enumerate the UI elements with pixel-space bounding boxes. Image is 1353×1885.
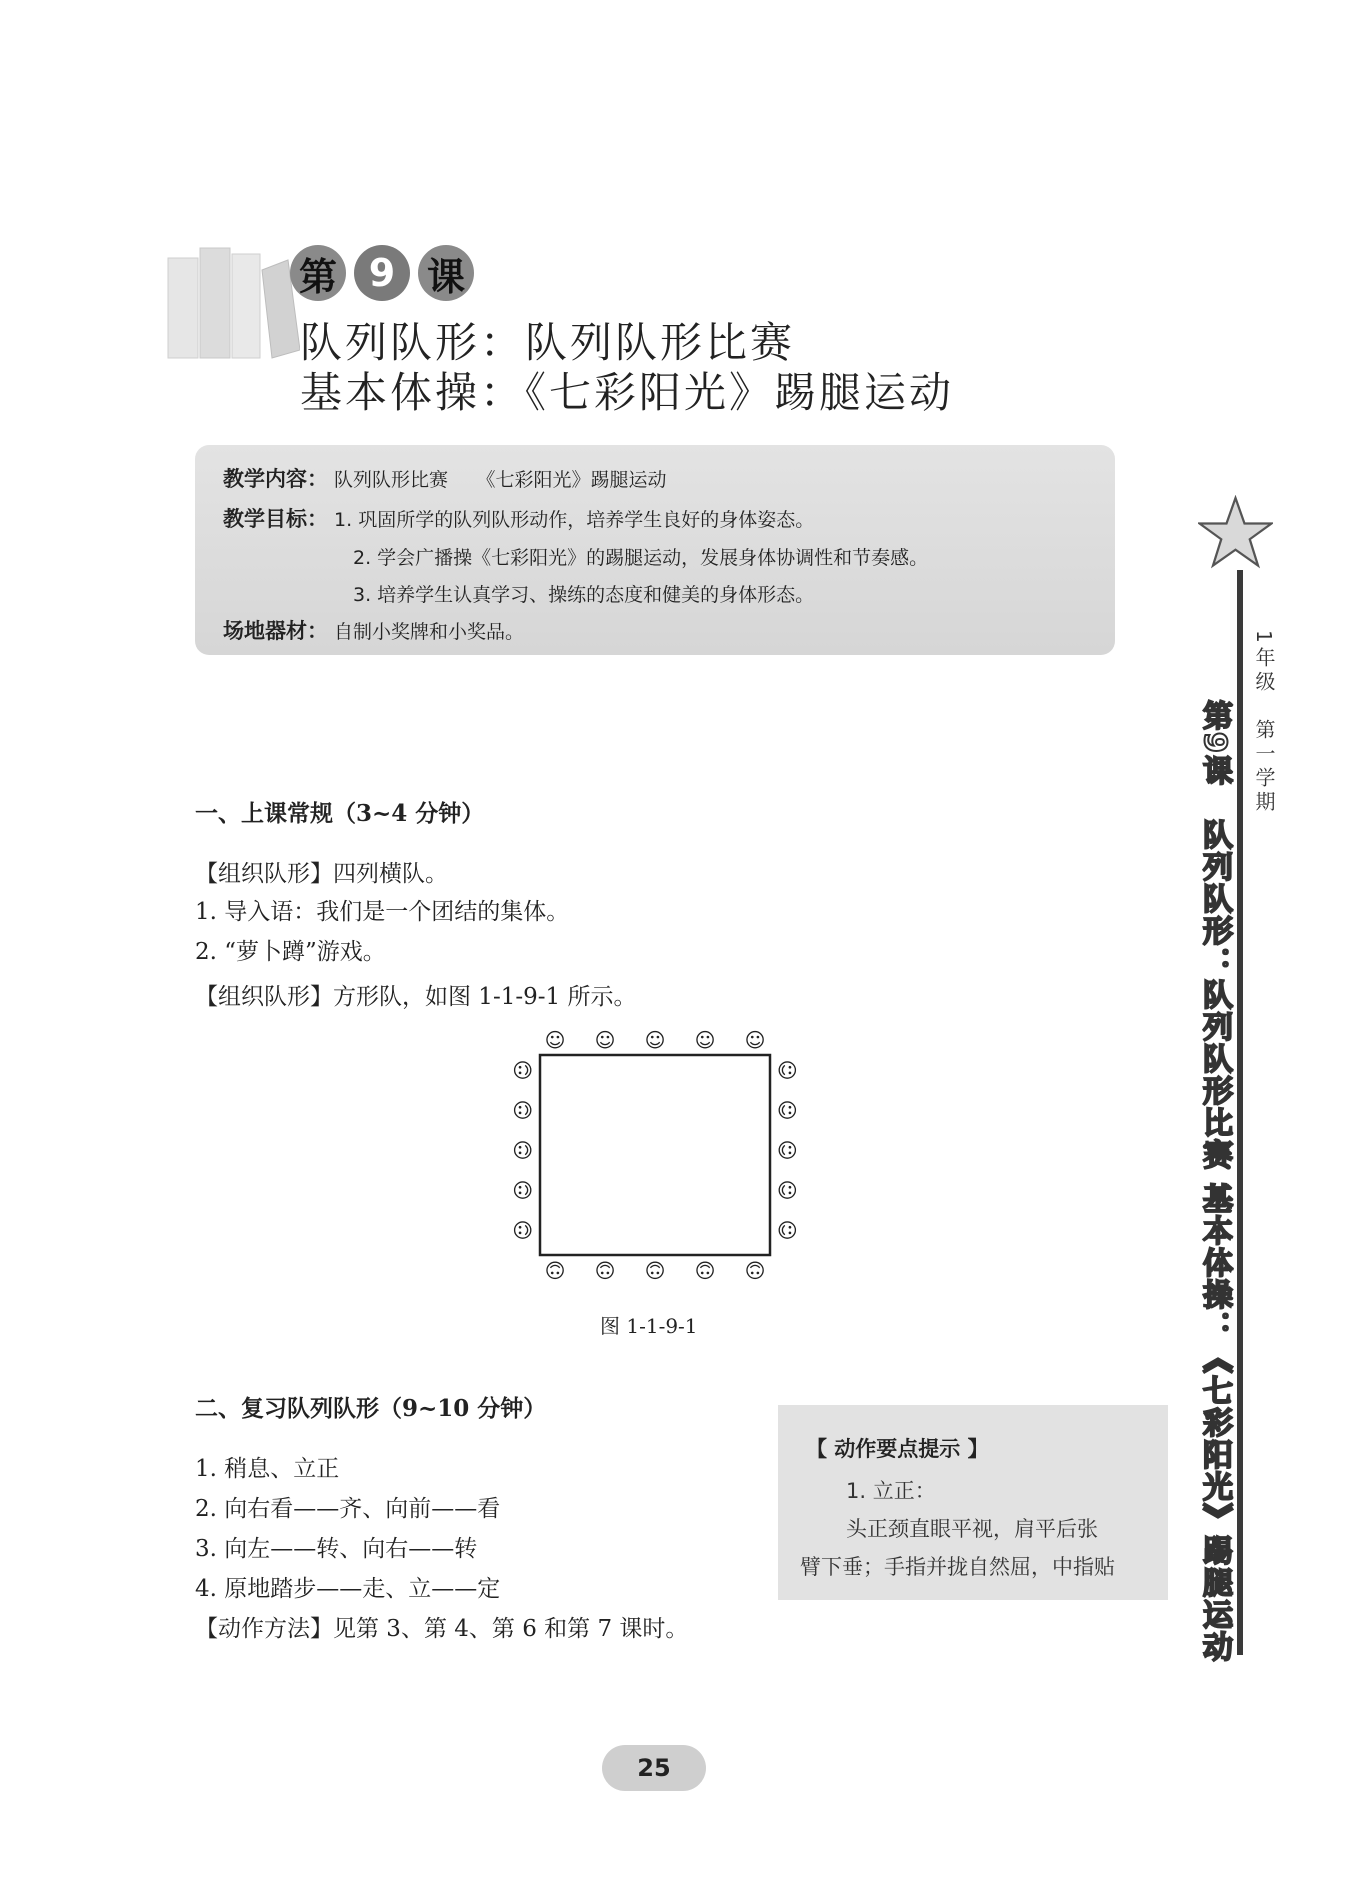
equipment-label: 场地器材： — [223, 619, 328, 643]
goal-item: 2. 学会广播操《七彩阳光》的踢腿运动，发展身体协调性和节奏感。 — [353, 547, 929, 569]
student-face-icon: ☺ — [775, 1059, 799, 1081]
side-divider — [1237, 570, 1243, 1655]
tips-line: 1. 立正： — [846, 1479, 936, 1503]
goal-item: 3. 培养学生认真学习、操练的态度和健美的身体形态。 — [353, 584, 815, 606]
figure-caption: 图 1-1-9-1 — [600, 1314, 698, 1338]
student-face-icon: ☺ — [594, 1030, 616, 1052]
formation-square — [540, 1055, 770, 1255]
content-label: 教学内容： — [223, 467, 328, 491]
section-2-heading: 二、复习队列队形（9~10 分钟） — [195, 1395, 547, 1422]
student-face-icon: ☺ — [775, 1099, 799, 1121]
lesson-prefix: 第 — [290, 245, 346, 301]
section-1-line: 1. 导入语：我们是一个团结的集体。 — [195, 899, 570, 925]
section-1-heading: 一、上课常规（3~4 分钟） — [195, 800, 485, 827]
section-2-line: 【动作方法】见第 3、第 4、第 6 和第 7 课时。 — [195, 1616, 689, 1642]
tips-line: 头正颈直眼平视，肩平后张 — [846, 1517, 1098, 1541]
content-value: 队列队形比赛 《七彩阳光》踢腿运动 — [334, 469, 667, 491]
page-number: 25 — [602, 1745, 706, 1791]
section-1-line: 【组织队形】四列横队。 — [195, 861, 448, 887]
student-face-icon: ☺ — [644, 1030, 666, 1052]
lesson-suffix: 课 — [418, 245, 474, 301]
section-2-line: 2. 向右看——齐、向前——看 — [195, 1496, 501, 1522]
side-lesson-title — [1192, 700, 1236, 1663]
side-title-part-b: 基本体操：《七彩阳光》踢腿运动 — [1197, 1183, 1232, 1664]
student-face-icon: ☺ — [511, 1179, 535, 1201]
books-icon — [160, 240, 300, 360]
lesson-number: 9 — [354, 245, 410, 301]
student-face-icon: ☺ — [511, 1099, 535, 1121]
student-face-icon: ☺ — [544, 1030, 566, 1052]
star-icon — [1198, 495, 1273, 570]
section-1-line: 【组织队形】方形队，如图 1-1-9-1 所示。 — [195, 984, 637, 1010]
lesson-badge — [290, 245, 474, 301]
goal-label: 教学目标： — [223, 507, 328, 531]
teaching-info-box — [195, 445, 1115, 655]
equipment-row — [223, 615, 524, 645]
section-1-line: 2. “萝卜蹲”游戏。 — [195, 939, 386, 965]
page-title-1: 队列队形：队列队形比赛 — [300, 318, 796, 367]
square-formation-figure — [505, 1030, 815, 1295]
student-face-icon: ☺ — [775, 1219, 799, 1241]
side-title-part-a: 第9课 队列队形：队列队形比赛 — [1197, 700, 1232, 1171]
student-face-icon: ☺ — [594, 1258, 616, 1282]
action-tips-box — [778, 1405, 1168, 1600]
student-face-icon: ☺ — [744, 1258, 766, 1282]
student-face-icon: ☺ — [744, 1030, 766, 1052]
equipment-value: 自制小奖牌和小奖品。 — [334, 621, 525, 643]
content-row — [223, 463, 667, 493]
student-face-icon: ☺ — [775, 1179, 799, 1201]
student-face-icon: ☺ — [775, 1139, 799, 1161]
student-face-icon: ☺ — [511, 1059, 535, 1081]
tips-title: 【 动作要点提示 】 — [806, 1437, 989, 1461]
student-face-icon: ☺ — [694, 1030, 716, 1052]
section-2-line: 4. 原地踏步——走、立——定 — [195, 1576, 501, 1602]
tips-line: 臂下垂；手指并拢自然屈，中指贴 — [800, 1555, 1115, 1579]
student-face-icon: ☺ — [511, 1139, 535, 1161]
section-2-line: 3. 向左——转、向右——转 — [195, 1536, 478, 1562]
student-face-icon: ☺ — [544, 1258, 566, 1282]
goal-item: 1. 巩固所学的队列队形动作，培养学生良好的身体姿态。 — [334, 509, 815, 531]
student-face-icon: ☺ — [644, 1258, 666, 1282]
grade-term-label: 1年级 第一学期 — [1252, 630, 1276, 815]
student-face-icon: ☺ — [511, 1219, 535, 1241]
page-title-2: 基本体操：《七彩阳光》踢腿运动 — [300, 368, 955, 417]
student-face-icon: ☺ — [694, 1258, 716, 1282]
goal-row — [223, 503, 814, 533]
section-2-line: 1. 稍息、立正 — [195, 1456, 340, 1482]
